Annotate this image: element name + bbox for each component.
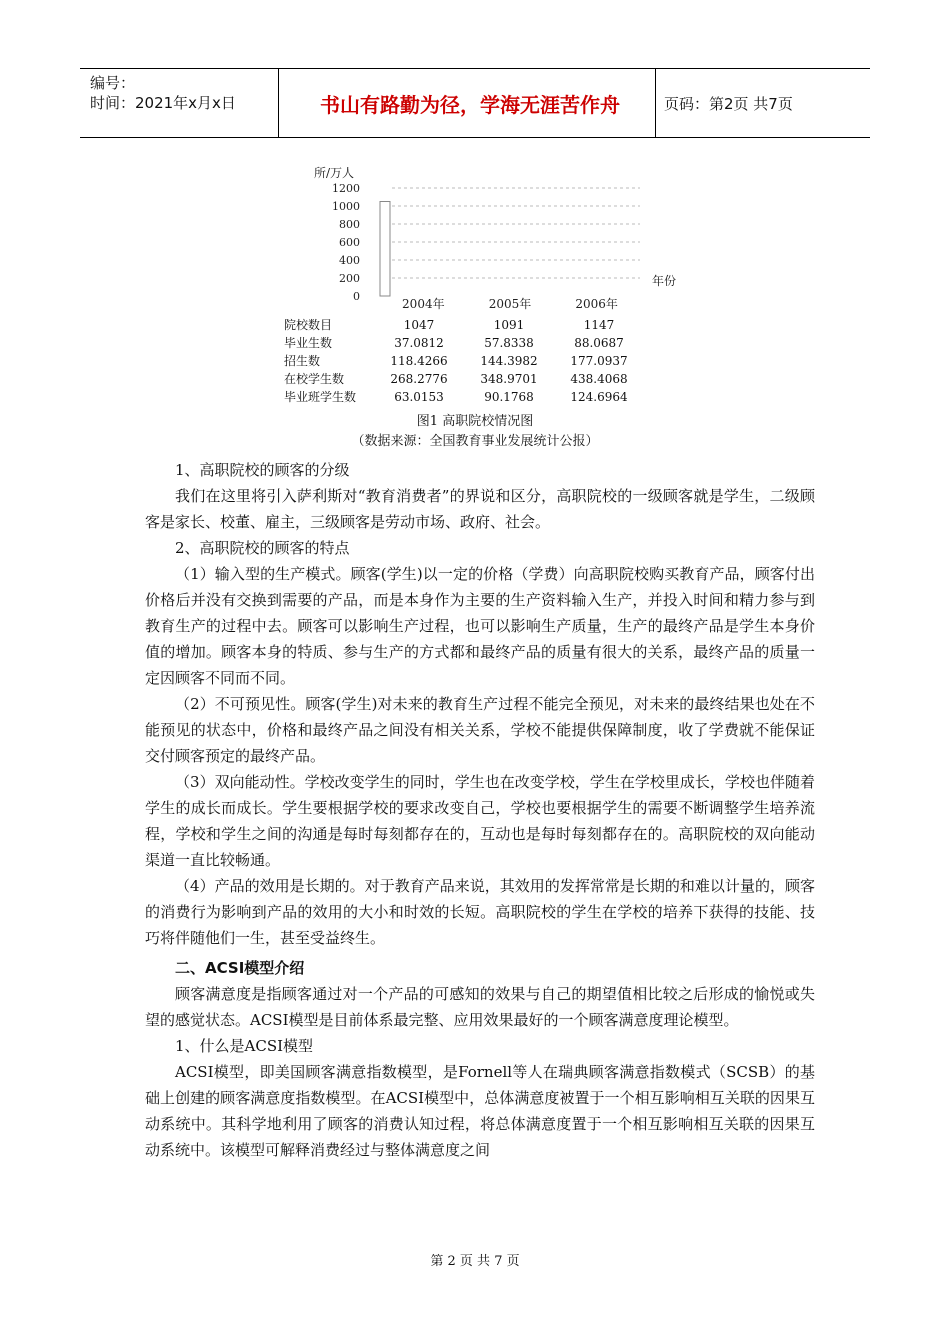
chart-data-table — [284, 316, 644, 406]
bar — [441, 290, 452, 296]
table-cell: 1147 — [583, 318, 615, 332]
bar — [492, 291, 503, 296]
x-tick-label: 2006年 — [575, 297, 618, 310]
y-tick-label: 1200 — [332, 182, 360, 195]
header-divider — [278, 69, 279, 137]
table-cell: 438.4068 — [570, 372, 628, 386]
bar — [516, 265, 527, 296]
table-row — [284, 334, 644, 352]
table-cell: 57.8338 — [484, 336, 534, 350]
section-heading: 2、高职院校的顾客的特点 — [175, 539, 350, 557]
bar — [591, 280, 602, 296]
section-title: 二、ACSI模型介绍 — [175, 959, 305, 977]
y-axis-label: 所/万人 — [314, 166, 355, 180]
table-cell: 1091 — [493, 318, 525, 332]
chart-area — [280, 160, 700, 310]
figure-caption: 图1 高职院校情况图 — [416, 414, 534, 429]
table-cell: 177.0937 — [570, 354, 628, 368]
bar — [406, 293, 417, 296]
doc-number-label: 编号： — [90, 74, 136, 92]
header-page-info: 页码：第2页 共7页 — [664, 95, 793, 113]
bar — [603, 257, 614, 296]
x-axis-label: 年份 — [652, 274, 677, 288]
table-cell: 348.9701 — [480, 372, 538, 386]
bar — [481, 198, 492, 296]
section-heading: 1、高职院校的顾客的分级 — [175, 461, 350, 479]
paragraph: （1）输入型的生产模式。顾客(学生)以一定的价格（学费）向高职院校购买教育产品，顾客付出价格后并没有交换到需要的产品，而是本身作为主要的生产资料输入生产，并投入时间和精力参与到教育生产的过程中去。顾客可以影响生产过程，也可以影响生产质量，生产的最终产品是学生本身价值的增加。顾客本身的特质、参与生产的方式都和最终产品的质量有很大的关系，最终产品的质量一定因顾客不同而不同。 — [145, 565, 815, 687]
table-cell: 118.4266 — [390, 354, 448, 368]
article-body-2 — [145, 955, 815, 1163]
paragraph: ACSI模型，即美国顾客满意指数模型，是Fornell等人在瑞典顾客满意指数模式（SCSB）的基础上创建的顾客满意度指数模型。在ACSI模型中，总体满意度被置于一个相互影响相互关联的因果互动系统中。其科学地利用了顾客的消费认知过程，将总体满意度置于一个相互影响相互关联的因果互动系统中。该模型可解释消费经过与整体满意度之间 — [145, 1063, 815, 1159]
x-tick-label: 2005年 — [488, 297, 532, 310]
y-tick-label: 600 — [339, 236, 360, 249]
bar — [567, 193, 578, 296]
figure-source: （数据来源：全国教育事业发展统计公报） — [351, 434, 599, 449]
table-row — [284, 370, 644, 388]
table-cell: 63.0153 — [394, 390, 444, 404]
x-tick-label: 2004年 — [402, 297, 445, 310]
y-tick-label: 400 — [339, 254, 360, 267]
paragraph: 顾客满意度是指顾客通过对一个产品的可感知的效果与自己的期望值相比较之后形成的愉悦或失望的感觉状态。ACSI模型是目前体系最完整、应用效果最好的一个顾客满意度理论模型。 — [145, 985, 815, 1029]
y-tick-label: 1000 — [332, 200, 360, 213]
table-row — [284, 388, 644, 406]
y-tick-label: 0 — [353, 290, 360, 303]
bar — [429, 272, 440, 296]
bar-chart — [280, 160, 700, 310]
header-divider — [655, 69, 656, 137]
table-cell: 88.0687 — [574, 336, 624, 350]
y-tick-label: 800 — [339, 218, 360, 231]
bar — [417, 285, 428, 296]
page-header — [80, 68, 870, 138]
row-label: 毕业班学生数 — [284, 390, 357, 404]
doc-time-label: 时间：2021年x月x日 — [90, 94, 236, 112]
bar — [394, 202, 405, 296]
table-cell: 37.0812 — [394, 336, 444, 350]
row-label: 院校数目 — [284, 318, 333, 332]
paragraph: （2）不可预见性。顾客(学生)对未来的教育生产过程不能完全预见，对未来的最终结果也处在不能预见的状态中，价格和最终产品之间没有相关关系，学校不能提供保障制度，收了学费就不能保证交付顾客预定的最终产品。 — [145, 695, 815, 765]
table-cell: 144.3982 — [480, 354, 538, 368]
table-cell: 268.2776 — [390, 372, 448, 386]
paragraph: （4）产品的效用是长期的。对于教育产品来说，其效用的发挥常常是长期的和难以计量的，顾客的消费行为影响到产品的效用的大小和时效的长短。高职院校的学生在学校的培养下获得的技能、技巧将伴随他们一生，甚至受益终生。 — [145, 877, 815, 947]
header-motto: 书山有路勤为径，学海无涯苦作舟 — [320, 93, 620, 117]
row-label: 在校学生数 — [284, 372, 345, 386]
table-cell: 1047 — [403, 318, 435, 332]
y-tick-label: 200 — [339, 272, 360, 285]
row-label: 招生数 — [284, 354, 321, 368]
table-row — [284, 316, 644, 334]
paragraph: 我们在这里将引入萨利斯对“教育消费者”的界说和区分，高职院校的一级顾客就是学生，二级顾客是家长、校董、雇主，三级顾客是劳动市场、政府、社会。 — [145, 487, 815, 531]
bar — [528, 288, 539, 296]
bar — [614, 285, 625, 296]
bar — [579, 288, 590, 296]
header-meta — [90, 73, 236, 113]
axis-wall — [380, 202, 390, 297]
bar — [504, 283, 515, 296]
table-cell: 90.1768 — [484, 390, 534, 404]
row-label: 毕业生数 — [284, 336, 333, 350]
article-body — [145, 457, 815, 951]
paragraph: （3）双向能动性。学校改变学生的同时，学生也在改变学校，学生在学校里成长，学校也伴随着学生的成长而成长。学生要根据学校的要求改变自己，学校也要根据学生的需要不断调整学生培养流程，学校和学生之间的沟通是每时每刻都存在的，互动也是每时每刻都存在的。高职院校的双向能动渠道一直比较畅通。 — [145, 773, 815, 869]
section-heading: 1、什么是ACSI模型 — [175, 1037, 314, 1055]
table-cell: 124.6964 — [570, 390, 628, 404]
table-row — [284, 352, 644, 370]
page-footer: 第 2 页 共 7 页 — [430, 1254, 520, 1269]
